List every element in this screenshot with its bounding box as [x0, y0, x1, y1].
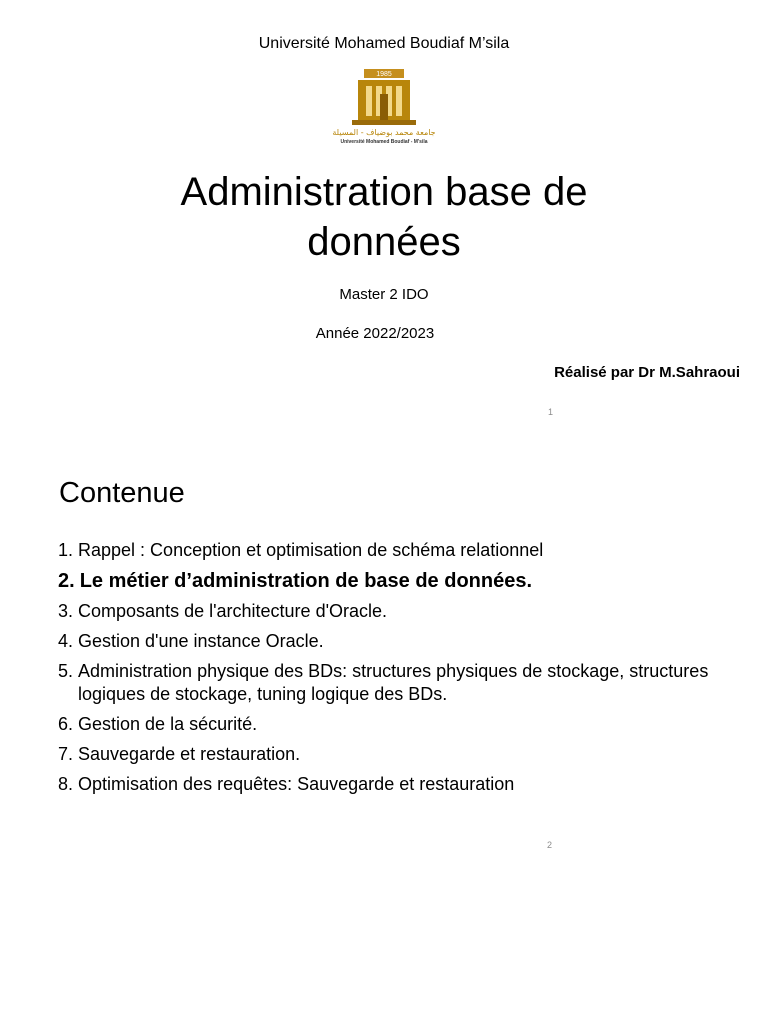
logo-year: 1985 [376, 71, 392, 78]
item-text: Administration physique des BDs: structures physiques de stockage, structures logiques de stockage, tuning logique des BDs. [78, 661, 709, 704]
list-item-current [58, 569, 748, 594]
contents-list [58, 539, 748, 803]
list-item [58, 539, 748, 562]
contents-slide [0, 432, 768, 864]
item-number: 8. [58, 774, 74, 794]
item-number: 6. [58, 714, 74, 734]
author-credit: Réalisé par Dr M.Sahraoui [554, 364, 740, 381]
item-text: Gestion d'une instance Oracle. [78, 631, 324, 651]
university-logo [306, 66, 462, 146]
item-text: Optimisation des requêtes: Sauvegarde et restauration [78, 774, 515, 794]
title-line-1: Administration base de [180, 170, 588, 214]
item-number: 2. [58, 570, 75, 592]
slide-number: 2 [547, 840, 553, 850]
title-slide [0, 0, 768, 432]
list-item [58, 660, 748, 706]
item-text: Le métier d’administration de base de données. [79, 570, 533, 592]
academic-year: Année 2022/2023 [315, 325, 435, 342]
item-number: 4. [58, 631, 74, 651]
item-text: Gestion de la sécurité. [78, 714, 258, 734]
item-text: Composants de l'architecture d'Oracle. [78, 601, 388, 621]
logo-latin-name: Université Mohamed Boudiaf - M'sila [340, 139, 428, 145]
list-item [58, 743, 748, 766]
list-item [58, 713, 748, 736]
item-text: Sauvegarde et restauration. [78, 744, 301, 764]
contents-heading: Contenue [59, 477, 185, 509]
item-number: 1. [58, 540, 74, 560]
item-text: Rappel : Conception et optimisation de schéma relationnel [78, 540, 544, 560]
logo-arabic-name: جامعة محمد بوضياف - المسيلة [332, 128, 436, 137]
list-item [58, 630, 748, 653]
list-item [58, 600, 748, 623]
university-name: Université Mohamed Boudiaf M’sila [258, 35, 510, 52]
title-line-2: données [307, 220, 461, 264]
page-title [84, 167, 684, 267]
slide-number: 1 [548, 407, 554, 417]
item-number: 7. [58, 744, 74, 764]
program-subtitle: Master 2 IDO [339, 286, 429, 303]
item-number: 5. [58, 661, 74, 681]
item-number: 3. [58, 601, 74, 621]
list-item [58, 773, 748, 796]
